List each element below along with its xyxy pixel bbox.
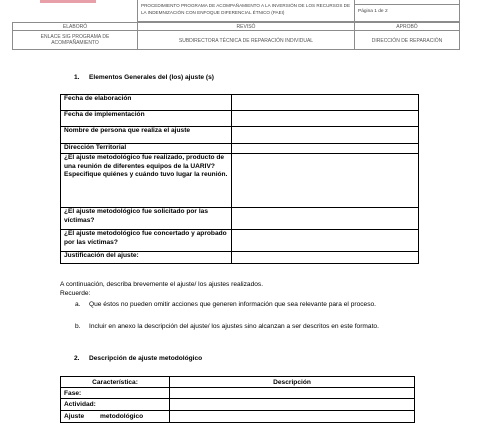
aprobo-value-cell [354, 30, 460, 50]
row-value-field[interactable] [232, 208, 419, 230]
reviso-value-cell [137, 30, 355, 50]
row-value-field[interactable] [232, 230, 419, 252]
list-item: Que éstos no pueden omitir acciones que generen información que sea relevante para el proceso. [89, 301, 377, 308]
aprobo-label: APROBÓ [396, 24, 418, 30]
column-header: Característica: [61, 377, 170, 388]
table-row [61, 95, 419, 111]
row-label: ¿El ajuste metodológico fue realizado, producto de una reunión de diferentes equipos de la UARIV? Especifique quiénes y cuándo tuvo lugar la reunión. [61, 154, 232, 208]
adjustment-description-table [60, 376, 415, 423]
row-label: Ajuste metodológico [61, 411, 170, 423]
column-header: Descripción [170, 377, 415, 388]
reviso-label: REVISÓ [236, 24, 256, 30]
row-label: Fase: [61, 388, 170, 399]
section1-title: Elementos Generales del (los) ajuste (s) [89, 74, 214, 81]
row-label: Justificación del ajuste: [61, 252, 232, 264]
row-label: Nombre de persona que realiza el ajuste [61, 127, 232, 144]
elaboro-label: ELABORÓ [62, 24, 88, 30]
instructions-remember: Recuerde: [60, 290, 91, 297]
row-value-field[interactable] [232, 252, 419, 264]
reviso-value: SUBDIRECTORA TÉCNICA DE REPARACIÓN INDIVIDUAL [178, 38, 314, 44]
list-item: Incluir en anexo la descripción del ajuste/ los ajustes sino alcanzan a ser descritos en este formato. [89, 323, 379, 330]
row-value-field[interactable] [232, 95, 419, 111]
table-header-row [61, 377, 415, 388]
table-row [61, 388, 415, 399]
elaboro-value: ENLACE SIG PROGRAMA DE ACOMPAÑAMIENTO [40, 34, 110, 46]
row-value-field[interactable] [232, 111, 419, 127]
row-value-field[interactable] [170, 388, 415, 399]
section2-number: 2. [74, 355, 80, 362]
row-value-field[interactable] [232, 144, 419, 154]
list-item-letter: a. [75, 301, 81, 308]
table-row [61, 399, 415, 411]
row-label: ¿El ajuste metodológico fue solicitado por las víctimas? [61, 208, 232, 230]
row-value-field[interactable] [232, 154, 419, 208]
row-label: Actividad: [61, 399, 170, 411]
table-row [61, 230, 419, 252]
instructions-intro: A continuación, describa brevemente el ajuste/ los ajustes realizados. [60, 281, 264, 288]
elaboro-value-cell [12, 30, 138, 50]
row-label: Fecha de implementación [61, 111, 232, 127]
table-row [61, 411, 415, 423]
table-row [61, 208, 419, 230]
logo-image [40, 0, 96, 3]
aprobo-value: DIRECCIÓN DE REPARACIÓN [371, 38, 443, 44]
table-row [61, 154, 419, 208]
row-label: Dirección Territorial [61, 144, 232, 154]
table-row [61, 144, 419, 154]
section1-number: 1. [74, 74, 80, 81]
general-elements-table [60, 94, 419, 264]
row-value-field[interactable] [232, 127, 419, 144]
row-value-field[interactable] [170, 399, 415, 411]
table-row [61, 252, 419, 264]
table-row [61, 111, 419, 127]
row-label: ¿El ajuste metodológico fue concertado y aprobado por las víctimas? [61, 230, 232, 252]
row-label: Fecha de elaboración [61, 95, 232, 111]
list-item-letter: b. [75, 323, 81, 330]
procedure-title: PROCEDIMIENTO PROGRAMA DE ACOMPAÑAMIENTO A LA INVERSIÓN DE LOS RECURSOS DE LA INDEMNIZACIÓN CON ENFOQUE DIFERENCIAL ÉTNICO (PAEI) [141, 3, 351, 15]
section2-title: Descripción de ajuste metodológico [89, 355, 203, 362]
row-value-field[interactable] [170, 411, 415, 423]
page-number: Página 1 de 2 [358, 9, 388, 14]
header-top-rule [354, 4, 460, 5]
procedure-title-cell [137, 0, 355, 22]
table-row [61, 127, 419, 144]
